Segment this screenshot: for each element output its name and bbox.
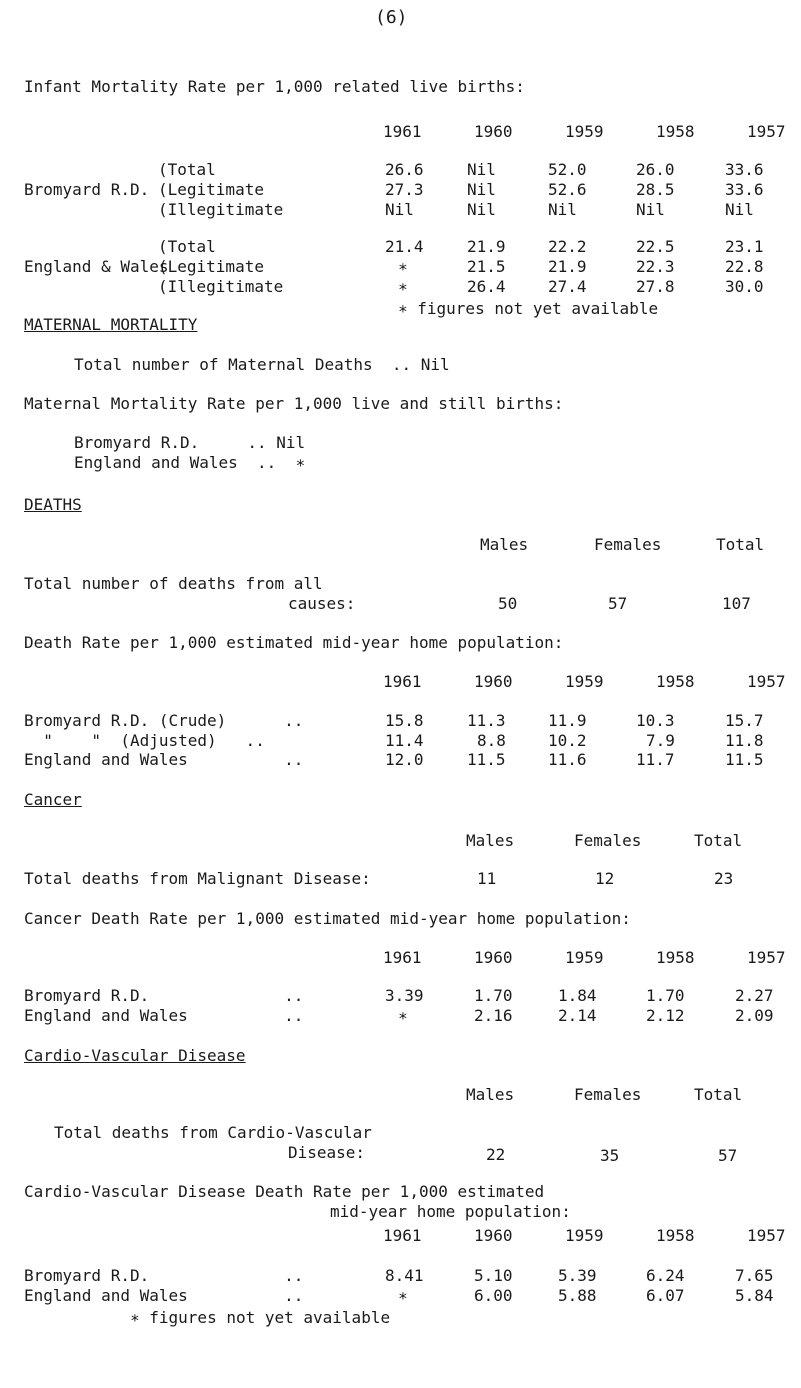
table-cell: 5.84 bbox=[735, 1286, 774, 1306]
cardio-rate-heading: Cardio-Vascular Disease Death Rate per 1,000 estimated bbox=[24, 1182, 545, 1202]
table-cell: 1.70 bbox=[646, 986, 685, 1006]
column-header: Males bbox=[466, 830, 515, 850]
page-number: (6) bbox=[375, 7, 408, 28]
infant-heading: Infant Mortality Rate per 1,000 related live births: bbox=[24, 77, 525, 97]
maternal-england-line: England and Wales .. ∗ bbox=[74, 452, 306, 472]
total-value: 22 bbox=[486, 1144, 506, 1164]
table-cell: 23.1 bbox=[725, 237, 764, 257]
year-header: 1961 bbox=[383, 672, 422, 692]
table-cell: 26.6 bbox=[385, 160, 424, 179]
row-label: (Legitimate bbox=[158, 179, 264, 199]
cancer-rate-heading: Cancer Death Rate per 1,000 estimated mid-year home population: bbox=[24, 908, 631, 928]
table-cell: 26.4 bbox=[467, 277, 506, 296]
table-cell: Nil bbox=[725, 199, 754, 219]
table-cell: 11.5 bbox=[725, 750, 764, 770]
row-group-label: Bromyard R.D. bbox=[24, 179, 150, 199]
year-header: 1957 bbox=[747, 672, 786, 692]
table-cell: Nil bbox=[548, 199, 577, 219]
column-header: Females bbox=[594, 535, 662, 555]
table-cell: 5.10 bbox=[474, 1266, 513, 1286]
table-cell: 11.4 bbox=[385, 730, 424, 750]
table-cell: 33.6 bbox=[725, 160, 764, 179]
table-cell: Nil bbox=[636, 199, 665, 219]
table-cell: 27.8 bbox=[636, 277, 675, 296]
column-header: Total bbox=[716, 535, 765, 555]
section-heading-cancer: Cancer bbox=[24, 790, 82, 809]
deaths-total-label: Total number of deaths from all bbox=[24, 574, 323, 593]
table-cell: 26.0 bbox=[636, 160, 675, 179]
cardio-rate-heading: mid-year home population: bbox=[330, 1202, 571, 1222]
table-cell: 1.70 bbox=[474, 986, 513, 1006]
table-cell: 15.8 bbox=[385, 710, 424, 730]
table-cell: 6.07 bbox=[646, 1286, 685, 1306]
year-header: 1959 bbox=[565, 947, 604, 967]
row-group-label: England & Wales bbox=[24, 257, 169, 277]
year-header: 1960 bbox=[474, 672, 513, 692]
total-value: 107 bbox=[722, 593, 751, 613]
year-header: 1959 bbox=[565, 1226, 604, 1246]
cardio-total-label: Total deaths from Cardio-Vascular bbox=[54, 1123, 372, 1142]
row-label: (Illegitimate bbox=[158, 277, 284, 296]
year-header: 1957 bbox=[747, 947, 786, 967]
column-header: Females bbox=[574, 1085, 642, 1105]
table-cell: 5.88 bbox=[558, 1286, 597, 1306]
table-cell: Nil bbox=[467, 160, 496, 179]
table-cell: Nil bbox=[385, 199, 414, 219]
year-header: 1960 bbox=[474, 1226, 513, 1246]
table-cell: 5.39 bbox=[558, 1266, 597, 1286]
table-cell: 21.9 bbox=[467, 237, 506, 257]
table-cell: 22.2 bbox=[548, 237, 587, 257]
column-header: Females bbox=[574, 830, 642, 850]
table-cell: 27.4 bbox=[548, 277, 587, 296]
year-header: 1961 bbox=[383, 1226, 422, 1246]
maternal-total-line: Total number of Maternal Deaths .. Nil bbox=[74, 355, 450, 375]
year-header: 1957 bbox=[747, 122, 786, 142]
table-cell: 8.41 bbox=[385, 1266, 424, 1286]
table-cell: 28.5 bbox=[636, 179, 675, 199]
maternal-bromyard-line: Bromyard R.D. .. Nil bbox=[74, 432, 306, 452]
total-value: 23 bbox=[714, 869, 734, 889]
row-label: Bromyard R.D. .. bbox=[24, 1266, 304, 1286]
row-label: " " (Adjusted) .. bbox=[24, 730, 265, 750]
footnote: ∗ figures not yet available bbox=[130, 1308, 391, 1328]
table-cell: 21.9 bbox=[548, 257, 587, 277]
total-value: 11 bbox=[477, 869, 497, 889]
table-cell: 52.0 bbox=[548, 160, 587, 179]
section-heading-maternal: MATERNAL MORTALITY bbox=[24, 314, 198, 334]
row-label: (Total bbox=[158, 160, 216, 179]
row-label: Bromyard R.D. .. bbox=[24, 986, 304, 1006]
table-cell: 2.14 bbox=[558, 1006, 597, 1025]
row-label: (Legitimate bbox=[158, 257, 264, 277]
section-heading-deaths: DEATHS bbox=[24, 494, 82, 514]
total-value: 57 bbox=[718, 1146, 738, 1166]
table-cell: 11.6 bbox=[548, 750, 587, 770]
table-cell: 8.8 bbox=[477, 730, 506, 750]
total-value: 12 bbox=[595, 869, 615, 889]
table-cell: 7.65 bbox=[735, 1266, 774, 1286]
table-cell: 52.6 bbox=[548, 179, 587, 199]
deaths-rate-heading: Death Rate per 1,000 estimated mid-year home population: bbox=[24, 633, 564, 653]
row-label: England and Wales .. bbox=[24, 1286, 304, 1306]
table-cell: 10.2 bbox=[548, 730, 587, 750]
column-header: Males bbox=[466, 1085, 515, 1105]
row-label: (Total bbox=[158, 237, 216, 257]
section-heading-cardio: Cardio-Vascular Disease bbox=[24, 1045, 246, 1065]
table-cell: 22.8 bbox=[725, 257, 764, 277]
row-label: (Illegitimate bbox=[158, 199, 284, 219]
row-label: Bromyard R.D. (Crude) .. bbox=[24, 710, 304, 730]
table-cell: 33.6 bbox=[725, 179, 764, 199]
table-cell: 11.3 bbox=[467, 710, 506, 730]
table-cell: 22.5 bbox=[636, 237, 675, 257]
table-cell: 10.3 bbox=[636, 710, 675, 730]
year-header: 1958 bbox=[656, 1226, 695, 1246]
total-value: 57 bbox=[608, 593, 628, 613]
table-cell: ∗ bbox=[398, 257, 408, 277]
table-cell: 11.7 bbox=[636, 750, 675, 770]
table-cell: 6.24 bbox=[646, 1266, 685, 1286]
table-cell: 12.0 bbox=[385, 750, 424, 770]
table-cell: ∗ bbox=[398, 1286, 408, 1306]
column-header: Males bbox=[480, 535, 529, 555]
year-header: 1958 bbox=[656, 122, 695, 142]
table-cell: 1.84 bbox=[558, 986, 597, 1006]
year-header: 1961 bbox=[383, 947, 422, 967]
table-cell: 7.9 bbox=[646, 730, 675, 750]
total-value: 35 bbox=[600, 1146, 620, 1166]
cardio-total-label: Disease: bbox=[288, 1142, 366, 1162]
table-cell: Nil bbox=[467, 179, 496, 199]
table-cell: 30.0 bbox=[725, 277, 764, 296]
table-cell: 21.4 bbox=[385, 237, 424, 257]
table-cell: 2.09 bbox=[735, 1006, 774, 1025]
year-header: 1958 bbox=[656, 947, 695, 967]
table-cell: 21.5 bbox=[467, 257, 506, 277]
footnote: ∗ figures not yet available bbox=[398, 298, 659, 318]
table-cell: 11.8 bbox=[725, 730, 764, 750]
year-header: 1961 bbox=[383, 122, 422, 142]
table-cell: Nil bbox=[467, 199, 496, 219]
row-label: England and Wales .. bbox=[24, 1006, 304, 1025]
table-cell: 27.3 bbox=[385, 179, 424, 199]
column-header: Total bbox=[694, 830, 743, 850]
table-cell: 11.9 bbox=[548, 710, 587, 730]
table-cell: 2.12 bbox=[646, 1006, 685, 1025]
table-cell: 2.16 bbox=[474, 1006, 513, 1025]
year-header: 1957 bbox=[747, 1226, 786, 1246]
table-cell: 3.39 bbox=[385, 986, 424, 1006]
table-cell: 11.5 bbox=[467, 750, 506, 770]
column-header: Total bbox=[694, 1085, 743, 1105]
cancer-total-label: Total deaths from Malignant Disease: bbox=[24, 869, 371, 889]
table-cell: ∗ bbox=[398, 277, 408, 296]
year-header: 1958 bbox=[656, 672, 695, 692]
deaths-total-label: causes: bbox=[288, 593, 356, 613]
year-header: 1960 bbox=[474, 947, 513, 967]
row-label: England and Wales .. bbox=[24, 750, 304, 770]
table-cell: 15.7 bbox=[725, 710, 764, 730]
year-header: 1959 bbox=[565, 672, 604, 692]
maternal-rate-heading: Maternal Mortality Rate per 1,000 live and still births: bbox=[24, 394, 564, 413]
table-cell: ∗ bbox=[398, 1006, 408, 1025]
year-header: 1960 bbox=[474, 122, 513, 142]
table-cell: 22.3 bbox=[636, 257, 675, 277]
year-header: 1959 bbox=[565, 122, 604, 142]
total-value: 50 bbox=[498, 593, 518, 613]
table-cell: 2.27 bbox=[735, 986, 774, 1006]
table-cell: 6.00 bbox=[474, 1286, 513, 1306]
